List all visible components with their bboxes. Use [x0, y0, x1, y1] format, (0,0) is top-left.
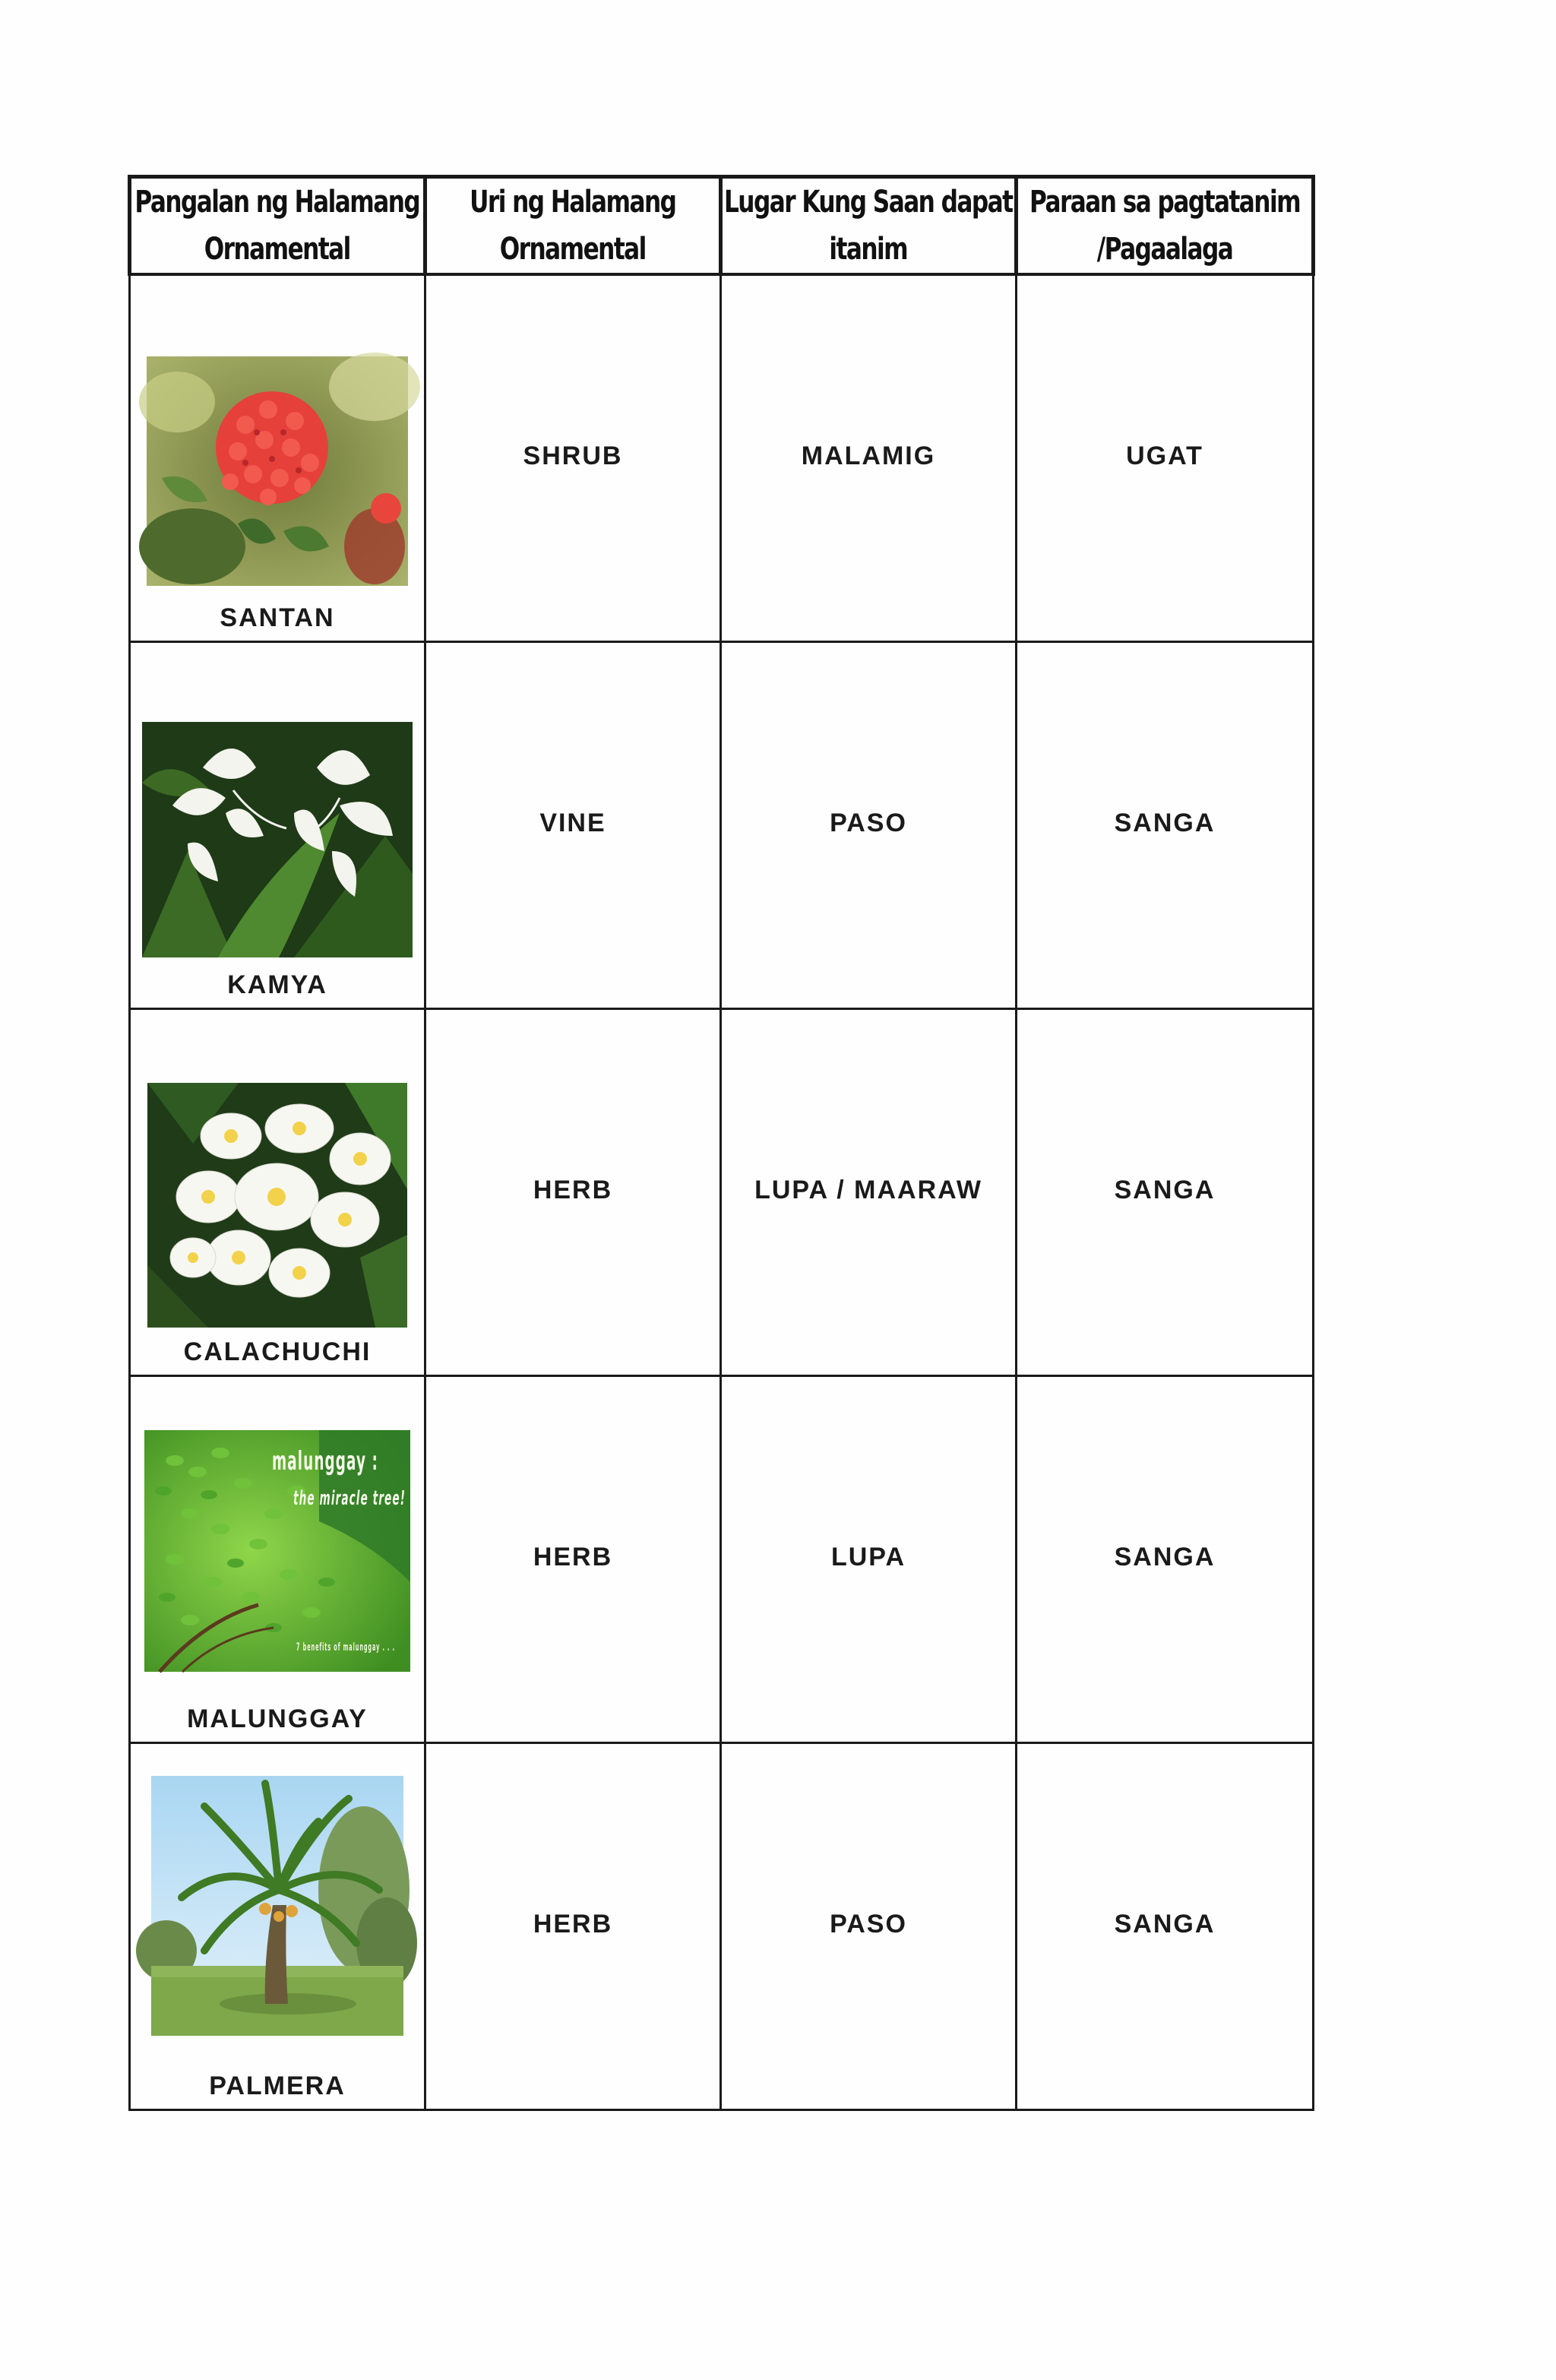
plant-name-label: KAMYA [227, 970, 327, 999]
plant-name-label: SANTAN [220, 603, 335, 632]
planting-method-cell: SANGA [1017, 642, 1314, 1009]
planting-method-cell: SANGA [1017, 1743, 1314, 2110]
plant-name-cell [130, 1376, 425, 1743]
plant-name-cell [130, 1743, 425, 2110]
plant-name-label: PALMERA [209, 2071, 346, 2100]
plant-name-cell [130, 1009, 425, 1376]
table-row [130, 1009, 1314, 1376]
table-row [130, 642, 1314, 1009]
plant-name-cell [130, 642, 425, 1009]
header-planting-location: Lugar Kung Saan dapat itanim [721, 177, 1017, 275]
table-row [130, 274, 1314, 642]
planting-location-cell: MALAMIG [721, 274, 1017, 642]
header-plant-type: Uri ng Halamang Ornamental [425, 177, 721, 275]
header-plant-name: Pangalan ng Halamang Ornamental [130, 177, 425, 275]
plant-name-label: CALACHUCHI [183, 1337, 372, 1366]
planting-location-cell: LUPA [721, 1376, 1017, 1743]
planting-location-cell: PASO [721, 1743, 1017, 2110]
header-planting-method: Paraan sa pagtatanim /Pagaalaga [1017, 177, 1314, 275]
calachuchi-flower-image [147, 1083, 407, 1328]
ornamental-plants-table [128, 175, 1315, 2111]
plant-type-cell: HERB [425, 1376, 721, 1743]
santan-flower-image [147, 356, 408, 586]
malunggay-leaves-image [144, 1430, 410, 1672]
plant-type-cell: VINE [425, 642, 721, 1009]
malunggay-subtitle-text: the miracle tree! [293, 1487, 406, 1510]
planting-method-cell: SANGA [1017, 1376, 1314, 1743]
planting-method-cell: SANGA [1017, 1009, 1314, 1376]
kamya-flower-image [142, 722, 413, 957]
malunggay-title-text: malunggay : [272, 1446, 378, 1476]
palm-tree-image [151, 1776, 403, 2036]
table-header-row [130, 177, 1314, 275]
table-row [130, 1376, 1314, 1743]
planting-method-cell: UGAT [1017, 274, 1314, 642]
planting-location-cell: LUPA / MAARAW [721, 1009, 1017, 1376]
plant-type-cell: SHRUB [425, 274, 721, 642]
plant-type-cell: HERB [425, 1009, 721, 1376]
planting-location-cell: PASO [721, 642, 1017, 1009]
table-row [130, 1743, 1314, 2110]
malunggay-footer-text: 7 benefits of malunggay . . . [296, 1641, 395, 1654]
plant-name-label: MALUNGGAY [187, 1704, 368, 1733]
plant-type-cell: HERB [425, 1743, 721, 2110]
plant-name-cell [130, 274, 425, 642]
